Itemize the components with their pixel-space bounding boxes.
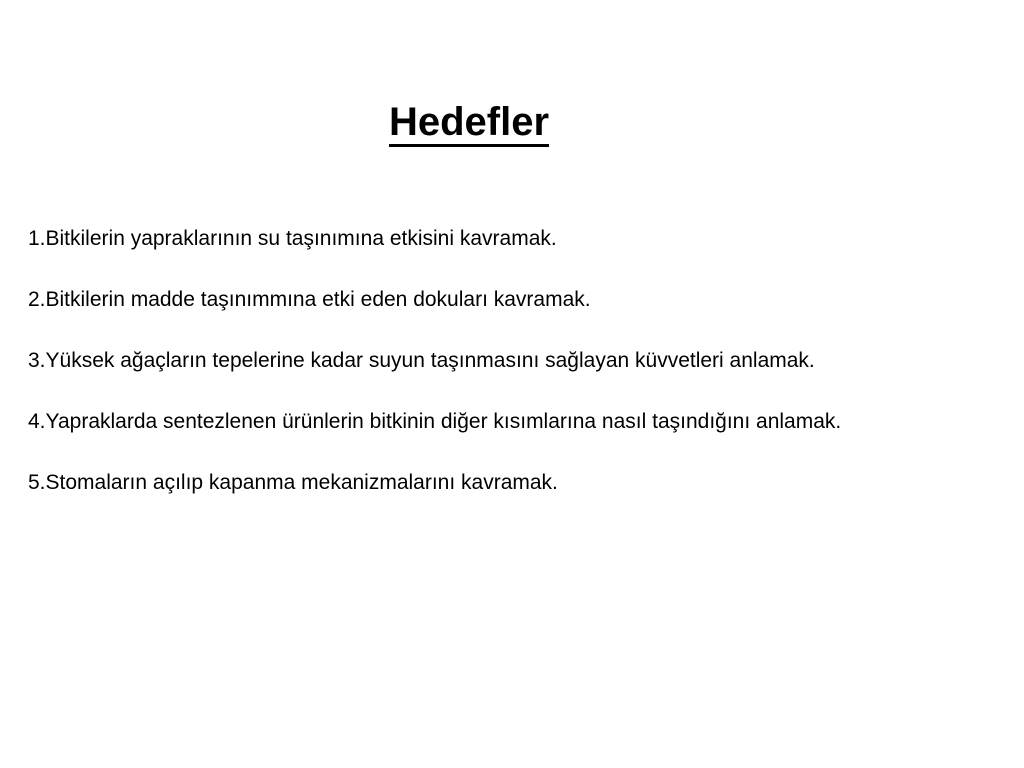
objective-item-4: 4.Yapraklarda sentezlenen ürünlerin bitkinin diğer kısımlarına nasıl taşındığını anlamak. (28, 410, 842, 433)
objective-item-2: 2.Bitkilerin madde taşınımmına etki eden dokuları kavramak. (28, 288, 591, 311)
objective-item-5: 5.Stomaların açılıp kapanma mekanizmalarını kavramak. (28, 471, 558, 494)
slide-title-text: Hedefler (389, 100, 549, 147)
objective-item-3: 3.Yüksek ağaçların tepelerine kadar suyun taşınmasını sağlayan küvvetleri anlamak. (28, 349, 815, 372)
objective-item-1: 1.Bitkilerin yapraklarının su taşınımına etkisini kavramak. (28, 227, 557, 250)
slide-title (0, 96, 938, 148)
objectives-list (28, 223, 1003, 528)
